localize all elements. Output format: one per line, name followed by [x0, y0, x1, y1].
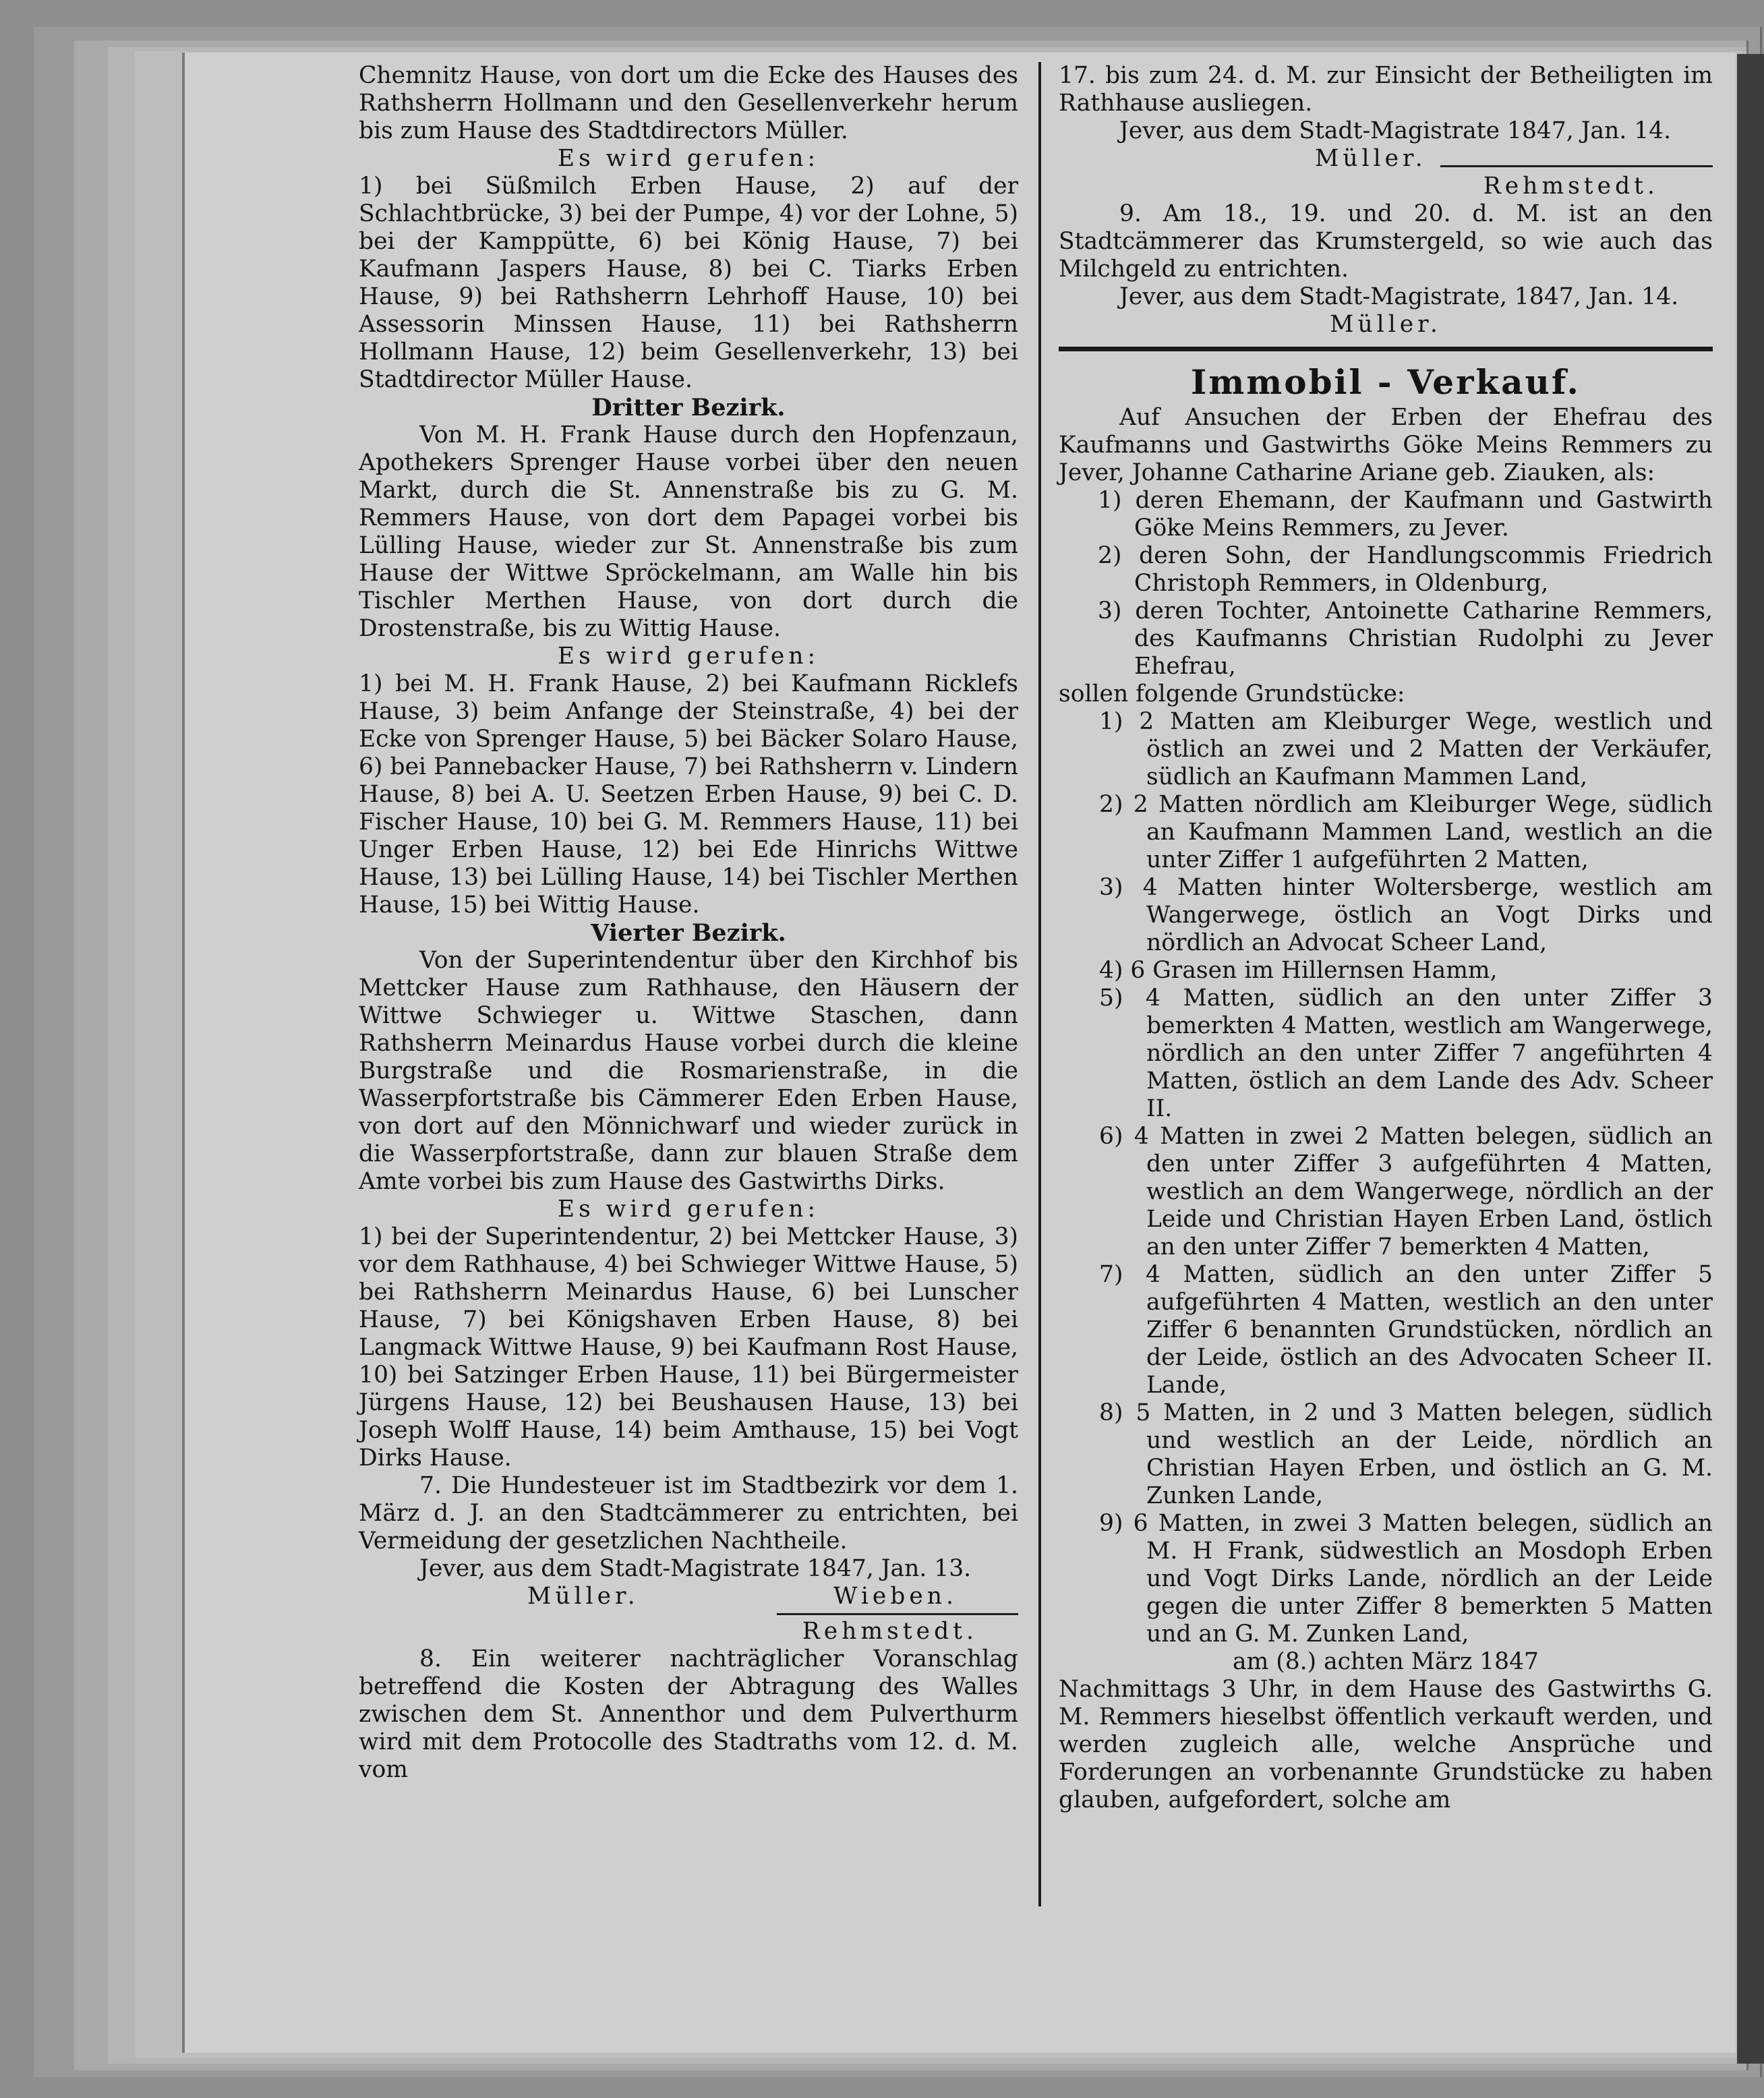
called-list: 1) bei Süßmilch Erben Hause, 2) auf der Schlachtbrücke, 3) bei der Pumpe, 4) vor der Lohne, 5) bei der Kamppütte, 6) bei König Hause, 7) bei Kaufmann Jaspers Hause, 8) bei C. Tiarks Erben Hause, 9) bei Rathsherrn Lehrhoff Hause, 10) bei Assessorin Minssen Hause, 11) bei Rathsherrn Hollmann Hause, 12) beim Gesellenverkehr, 13) bei Stadtdirector Müller Hause. [359, 173, 1018, 393]
notice-7: 7. Die Hundesteuer ist im Stadtbezirk vor dem 1. März d. J. an den Stadtcämmerer zu entrichten, bei Vermeidung der gesetzlichen Nachtheile. [359, 1472, 1018, 1554]
signature-text: Rehmstedt. [802, 1618, 978, 1645]
list-item: 3) deren Tochter, Antoinette Catharine Remmers, des Kaufmanns Christian Rudolphi zu Jever Ehefrau, [1098, 598, 1713, 680]
sale-closing: Nachmittags 3 Uhr, in dem Hause des Gastwirths G. M. Remmers hieselbst öffentlich verkauft werden, und werden zugleich alle, welche Ansprüche und Forderungen an vorbenannte Grundstücke zu haben glauben, aufgefordert, solche am [1059, 1676, 1713, 1813]
signature-text: Rehmstedt. [1483, 173, 1659, 200]
list-item: 2) 2 Matten nördlich am Kleiburger Wege, südlich an Kaufmann Mammen Land, westlich an die unter Ziffer 1 aufgeführten 2 Matten, [1099, 791, 1713, 873]
signature-row [1059, 145, 1713, 173]
list-item: 7) 4 Matten, südlich an den unter Ziffer 5 aufgeführten 4 Matten, westlich an den unter Ziffer 6 benannten Grundstücken, nördlich an der Leide, östlich an des Advocaten Scheer II. Lande, [1099, 1261, 1713, 1399]
sale-intro: Auf Ansuchen der Erben der Ehefrau des Kaufmanns und Gastwirths Göke Meins Remmers zu Jever, Johanne Catharine Ariane geb. Ziauken, als: [1059, 404, 1713, 486]
notice-place: Jever, aus dem Stadt-Magistrate 1847, Jan. 14. [1119, 117, 1672, 144]
sale-date: am (8.) achten März 1847 [1233, 1648, 1539, 1675]
district-heading: Vierter Bezirk. [591, 919, 786, 947]
signature: Müller. [1315, 145, 1427, 172]
notice-9: 9. Am 18., 19. und 20. d. M. ist an den Stadtcämmerer das Krumstergeld, so wie auch das Milchgeld zu entrichten. [1059, 200, 1713, 283]
signature [1059, 173, 1713, 200]
called-heading: Es wird gerufen: [557, 643, 820, 670]
notice-place: Jever, aus dem Stadt-Magistrate 1847, Jan. 13. [419, 1555, 972, 1582]
scan-border [1737, 54, 1764, 2064]
called-heading: Es wird gerufen: [557, 145, 820, 172]
district-text: Von M. H. Frank Hause durch den Hopfenzaun, Apothekers Sprenger Hause vorbei über den neuen Markt, durch die St. Annenstraße bis zu G. M. Remmers Hause, von dort dem Papagei vorbei bis Lülling Hause, wieder zur St. Annenstraße bis zum Hause der Wittwe Spröckelmann, am Walle hin bis Tischler Merthen Hause, von dort durch die Drostenstraße, bis zu Wittig Hause. [359, 421, 1018, 642]
list-item: 1) 2 Matten am Kleiburger Wege, westlich und östlich an zwei und 2 Matten der Verkäufer, südlich an Kaufmann Mammen Land, [1099, 708, 1713, 790]
district-heading: Dritter Bezirk. [591, 394, 786, 421]
lots-intro: sollen folgende Grundstücke: [1059, 680, 1405, 707]
called-list: 1) bei der Superintendentur, 2) bei Mettcker Hause, 3) vor dem Rathhause, 4) bei Schwieger Wittwe Hause, 5) bei Rathsherrn Meinardus Hause, 6) bei Lunscher Hause, 7) bei Königshaven Erben Hause, 8) bei Langmack Wittwe Hause, 9) bei Kaufmann Rost Hause, 10) bei Satzinger Erben Hause, 11) bei Bürgermeister Jürgens Hause, 12) bei Beushausen Hause, 13) bei Joseph Wolff Hause, 14) beim Amthause, 15) bei Vogt Dirks Hause. [359, 1223, 1018, 1471]
intro-text: Chemnitz Hause, von dort um die Ecke des Hauses des Rathsherrn Hollmann und den Gesellenverkehr herum bis zum Hause des Stadtdirectors Müller. [359, 62, 1018, 144]
district-text: Von der Superintendentur über den Kirchhof bis Mettcker Hause zum Rathhause, den Häusern der Wittwe Schwieger u. Wittwe Staschen, dann Rathsherrn Meinardus Hause vorbei durch die kleine Burgstraße und die Rosmarienstraße, in die Wasserpfortstraße bis Cämmerer Eden Erben Hause, von dort auf den Mönnichwarf und wieder zurück in die Wasserpfortstraße, dann zur blauen Straße dem Amte vorbei bis zum Hause des Gastwirths Dirks. [359, 947, 1018, 1195]
signature: Müller. [1330, 311, 1442, 338]
list-item: 3) 4 Matten hinter Woltersberge, westlich am Wangerwege, östlich an Vogt Dirks und nördlich an Advocat Scheer Land, [1099, 874, 1713, 956]
notice-8: 8. Ein weiterer nachträglicher Voranschlag betreffend die Kosten der Abtragung des Walles zwischen dem St. Annenthor und dem Pulverthurm wird mit dem Protocolle des Stadtraths vom 12. d. M. vom [359, 1645, 1018, 1783]
list-item: 8) 5 Matten, in 2 und 3 Matten belegen, südlich und westlich an der Leide, nördlich an Christian Hayen Erben, und östlich an G. M. Zunken Lande, [1099, 1399, 1713, 1509]
left-column [359, 62, 1018, 1784]
notice-place: Jever, aus dem Stadt-Magistrate, 1847, Jan. 14. [1119, 283, 1679, 310]
list-item: 2) deren Sohn, der Handlungscommis Friedrich Christoph Remmers, in Oldenburg, [1098, 542, 1713, 597]
list-item: 4) 6 Grasen im Hillernsen Hamm, [1099, 957, 1498, 984]
sale-heading: Immobil - Verkauf. [1191, 362, 1581, 402]
list-item: 6) 4 Matten in zwei 2 Matten belegen, südlich an den unter Ziffer 3 aufgeführten 4 Matten, westlich an dem Wangerwege, nördlich an der Leide und Christian Hayen Erben Land, östlich an den unter Ziffer 7 bemerkten 4 Matten, [1099, 1123, 1713, 1260]
divider-rule [777, 1613, 1018, 1615]
list-item: 9) 6 Matten, in zwei 3 Matten belegen, südlich an M. H Frank, südwestlich an Mosdoph Erben und Vogt Dirks Lande, nördlich an der Leide gegen die unter Ziffer 8 bemerkten 5 Matten und an G. M. Zunken Land, [1099, 1510, 1713, 1648]
continued-text: 17. bis zum 24. d. M. zur Einsicht der Betheiligten im Rathhause ausliegen. [1059, 62, 1713, 117]
called-list: 1) bei M. H. Frank Hause, 2) bei Kaufmann Ricklefs Hause, 3) beim Anfange der Steinstraße, 4) bei der Ecke von Sprenger Hause, 5) bei Bäcker Solaro Hause, 6) bei Pannebacker Hause, 7) bei Rathsherrn v. Lindern Hause, 8) bei A. U. Seetzen Erben Hause, 9) bei C. D. Fischer Hause, 10) bei G. M. Remmers Hause, 11) bei Unger Erben Hause, 12) bei Ede Hinrichs Wittwe Hause, 13) bei Lülling Hause, 14) bei Tischler Merthen Hause, 15) bei Wittig Hause. [359, 670, 1018, 919]
signature: Wieben. [833, 1583, 958, 1610]
signature-row [359, 1583, 1018, 1610]
signature: Müller. [527, 1583, 639, 1610]
divider-rule [1440, 165, 1713, 167]
section-rule [1059, 347, 1713, 351]
called-heading: Es wird gerufen: [557, 1196, 820, 1223]
column-divider [1038, 62, 1041, 1906]
signature [359, 1618, 1018, 1645]
right-column [1059, 62, 1713, 1814]
heirs-list [1059, 487, 1713, 680]
list-item: 5) 4 Matten, südlich an den unter Ziffer 3 bemerkten 4 Matten, westlich am Wangerwege, nördlich an den unter Ziffer 7 angeführten 4 Matten, östlich an dem Lande des Adv. Scheer II. [1099, 985, 1713, 1122]
list-item: 1) deren Ehemann, der Kaufmann und Gastwirth Göke Meins Remmers, zu Jever. [1098, 487, 1713, 542]
lots-list [1059, 708, 1713, 1648]
